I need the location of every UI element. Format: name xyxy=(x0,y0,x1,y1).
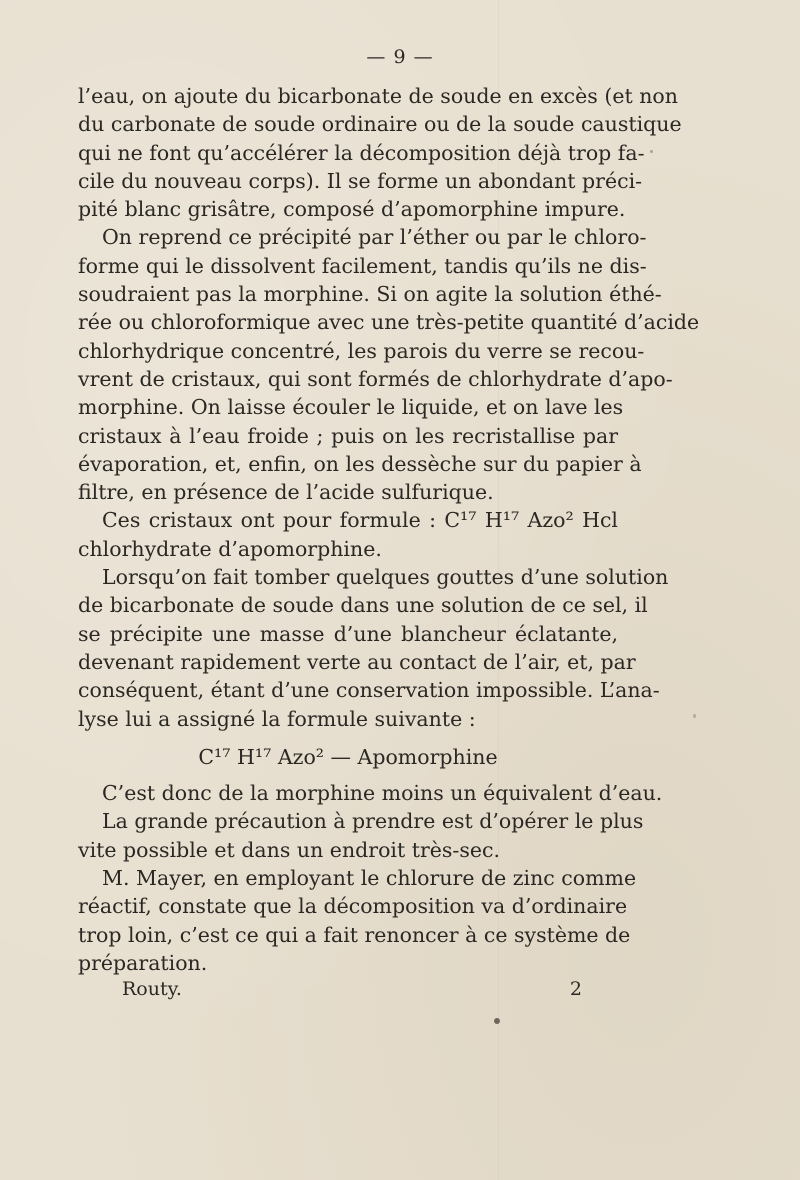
paragraph-start-line: On reprend ce précipité par l’éther ou par le chloro- xyxy=(102,225,647,250)
ink-spot xyxy=(650,150,653,153)
ink-spot xyxy=(494,1018,500,1024)
text-line: cile du nouveau corps). Il se forme un abondant préci- xyxy=(78,168,643,193)
text-line: conséquent, étant d’une conservation impossible. L’ana- xyxy=(78,678,660,703)
paragraph-start-line: M. Mayer, en employant le chlorure de zinc comme xyxy=(102,866,637,891)
text-line: qui ne font qu’accélérer la décomposition déjà trop fa- xyxy=(78,140,645,165)
text-line: cristaux à l’eau froide ; puis on les recristallise par xyxy=(78,423,618,448)
paragraph-start-line: La grande précaution à prendre est d’opérer le plus xyxy=(102,809,644,834)
text-line: l’eau, on ajoute du bicarbonate de soude en excès (et non xyxy=(78,84,678,108)
text-line: chlorhydrate d’apomorphine. xyxy=(78,536,382,561)
text-line: rée ou chloroformique avec une très-petite quantité d’acide xyxy=(78,310,700,335)
text-line: vite possible et dans un endroit très-sec. xyxy=(78,837,500,862)
text-line: réactif, constate que la décomposition va d’ordinaire xyxy=(78,894,628,919)
sheet-number: 2 xyxy=(569,978,582,1000)
text-line: se précipite une masse d’une blancheur éclatante, xyxy=(78,621,618,646)
page-number: — 9 — xyxy=(366,46,434,68)
formula-line: Ces cristaux ont pour formule : C¹⁷ H¹⁷ Azo² Hcl xyxy=(102,508,618,533)
text-line: soudraient pas la morphine. Si on agite la solution éthé- xyxy=(78,282,662,307)
text-line: de bicarbonate de soude dans une solution de ce sel, il xyxy=(78,593,648,618)
text-line: chlorhydrique concentré, les parois du verre se recou- xyxy=(78,338,645,363)
text-line: trop loin, c’est ce qui a fait renoncer à ce système de xyxy=(78,922,631,947)
text-line: vrent de cristaux, qui sont formés de chlorhydrate d’apo- xyxy=(78,366,673,391)
paragraph-start-line: Lorsqu’on fait tomber quelques gouttes d’une solution xyxy=(102,565,669,590)
body-text xyxy=(78,82,700,977)
text-line: évaporation, et, enfin, on les dessèche sur du papier à xyxy=(78,451,642,476)
text-line: lyse lui a assigné la formule suivante : xyxy=(78,706,476,731)
text-line: filtre, en présence de l’acide sulfurique. xyxy=(78,480,494,505)
text-line: du carbonate de soude ordinaire ou de la soude caustique xyxy=(78,112,682,137)
centered-formula: C¹⁷ H¹⁷ Azo² — Apomorphine xyxy=(198,744,498,769)
page-footer xyxy=(122,978,582,1000)
text-line: devenant rapidement verte au contact de l’air, et, par xyxy=(78,649,636,674)
text-line: préparation. xyxy=(78,950,208,975)
ink-spot xyxy=(693,714,696,718)
signature-mark: Routy. xyxy=(122,978,182,1000)
text-line: morphine. On laisse écouler le liquide, et on lave les xyxy=(78,395,624,420)
text-line: forme qui le dissolvent facilement, tandis qu’ils ne dis- xyxy=(78,253,647,278)
text-line: pité blanc grisâtre, composé d’apomorphine impure. xyxy=(78,197,626,222)
paragraph-start-line: C’est donc de la morphine moins un équivalent d’eau. xyxy=(102,781,663,806)
